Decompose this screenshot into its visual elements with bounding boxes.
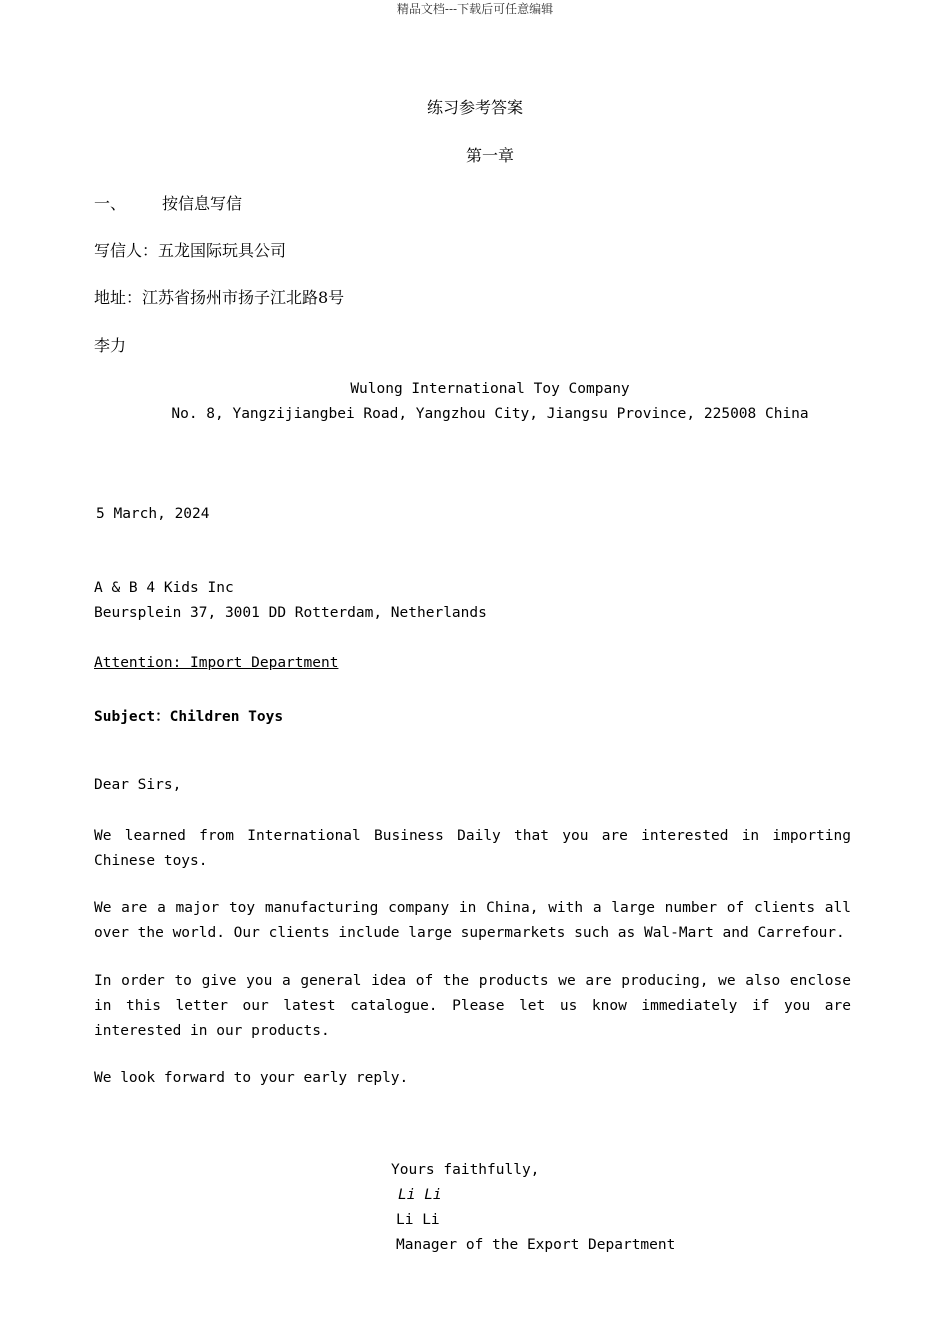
body-paragraph-2: We are a major toy manufacturing company in China, with a large number of clients all over the world. Our clients include large supermarkets such as Wal-Mart and Carrefour. <box>94 900 851 941</box>
letter-date: 5 March, 2024 <box>96 506 210 522</box>
body-paragraph-3: In order to give you a general idea of the products we are producing, we also enclose in this letter our latest catalogue. Please let us know immediately if you are interested in our products. <box>94 973 851 1039</box>
letterhead-address: No. 8, Yangzijiangbei Road, Yangzhou City, Jiangsu Province, 225008 China <box>171 406 809 422</box>
page-title: 练习参考答案 <box>426 98 523 117</box>
section-heading: 按信息写信 <box>162 194 243 213</box>
header-note: 精品文档---下载后可任意编辑 <box>396 2 554 16</box>
body-paragraph-4: We look forward to your early reply. <box>94 1070 409 1086</box>
recipient-address: Beursplein 37, 3001 DD Rotterdam, Netherlands <box>94 605 487 621</box>
name-info: 李力 <box>94 336 127 355</box>
signer-name: Li Li <box>396 1212 440 1228</box>
body-paragraph-1: We learned from International Business Daily that you are interested in importing Chinese toys. <box>94 828 851 869</box>
writer-info: 写信人：五龙国际玩具公司 <box>94 241 287 260</box>
signer-title: Manager of the Export Department <box>396 1237 676 1253</box>
recipient-name: A & B 4 Kids Inc <box>94 580 234 596</box>
salutation: Dear Sirs, <box>94 777 182 793</box>
signature: Li Li <box>398 1187 442 1203</box>
chapter-heading: 第一章 <box>465 146 514 165</box>
letterhead-company: Wulong International Toy Company <box>350 381 630 397</box>
subject-line: Subject：Children Toys <box>94 709 284 725</box>
address-info: 地址：江苏省扬州市扬子江北路8号 <box>94 288 345 307</box>
section-number: 一、 <box>94 194 127 213</box>
attention-line: Attention: Import Department <box>94 655 339 671</box>
complimentary-close: Yours faithfully, <box>391 1162 540 1178</box>
